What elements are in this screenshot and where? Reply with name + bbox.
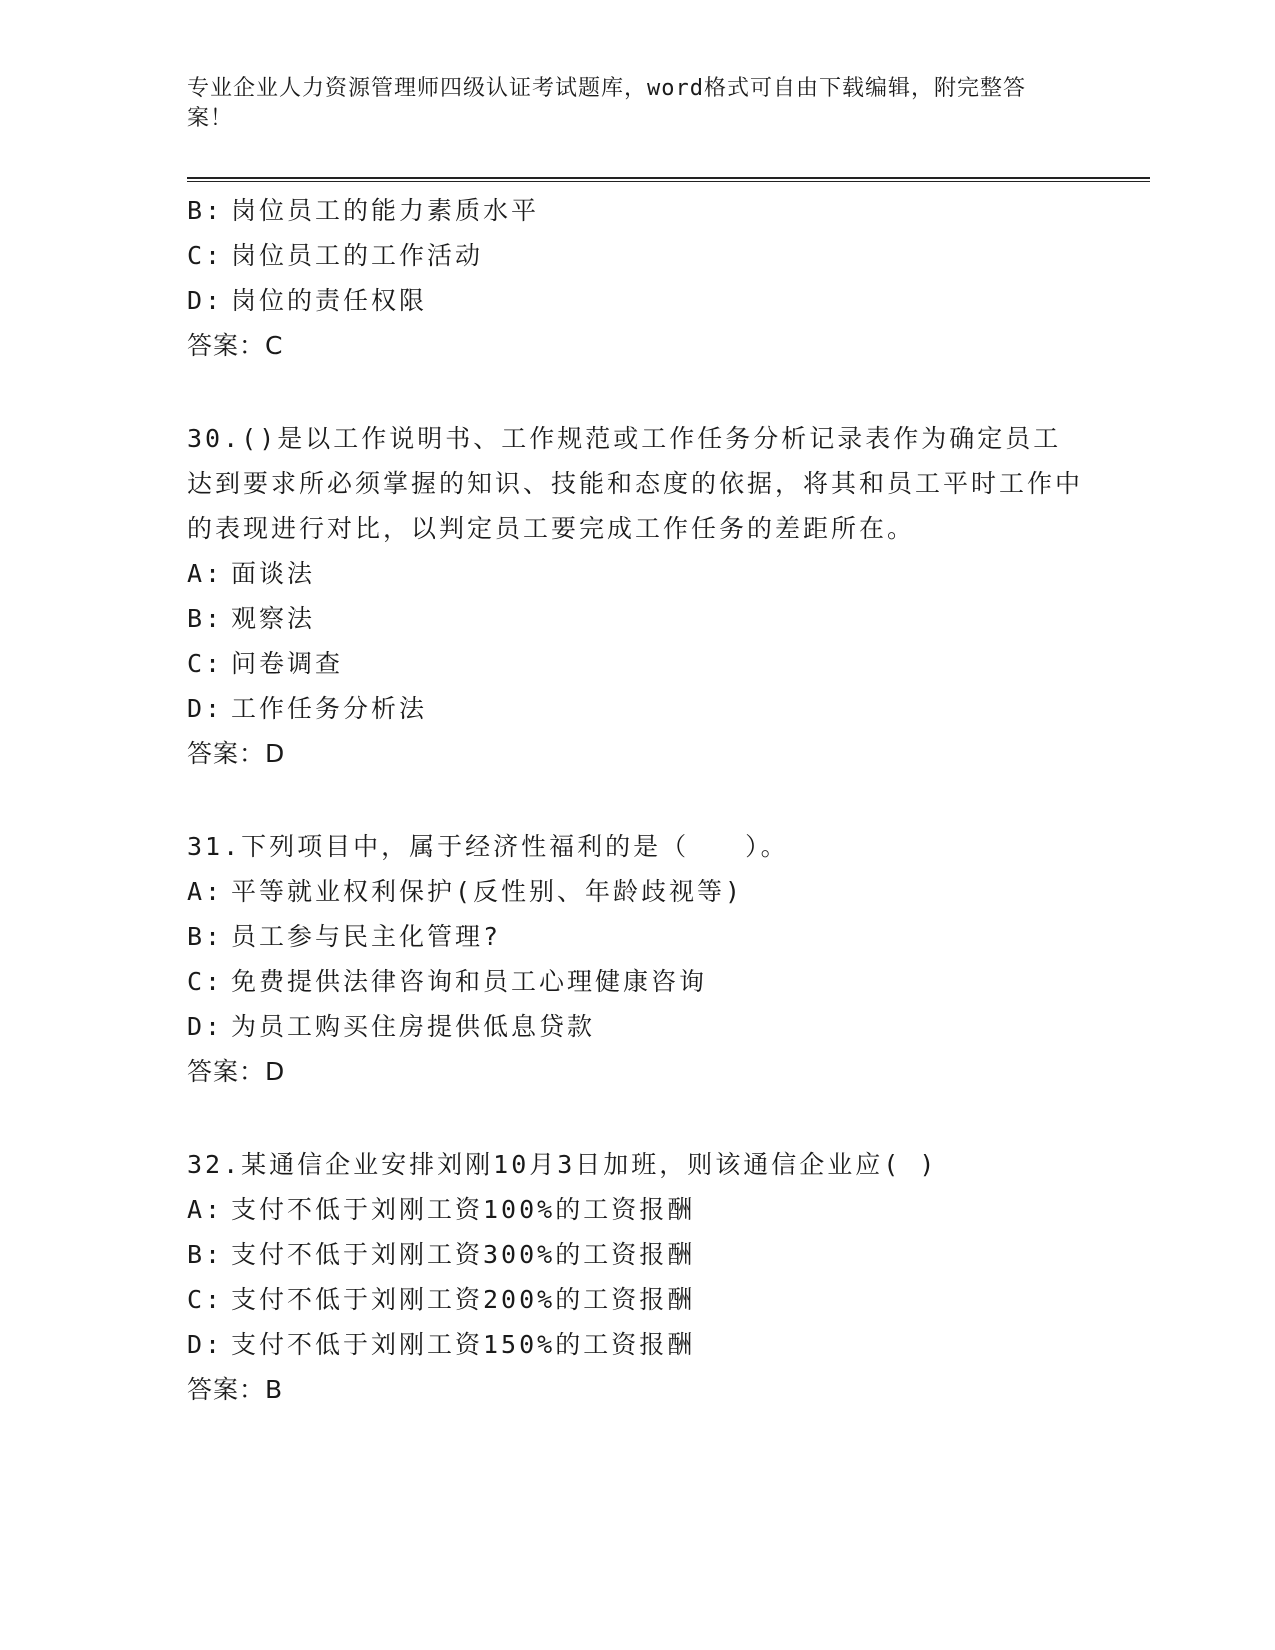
answer-line: 答案：D [187, 739, 286, 768]
option-b [187, 1232, 1087, 1277]
option-text: 岗位的责任权限 [231, 286, 428, 315]
option-text: 观察法 [231, 604, 316, 633]
spacer [187, 776, 1087, 824]
option-text: 平等就业权利保护(反性别、年龄歧视等) [231, 877, 744, 906]
option-key: C: [187, 241, 224, 270]
option-a [187, 1187, 1087, 1232]
option-key: B: [187, 196, 224, 225]
option-d [187, 278, 1087, 323]
option-key: D: [187, 1012, 224, 1041]
spacer [187, 368, 1087, 416]
option-key: D: [187, 694, 224, 723]
option-d [187, 686, 1087, 731]
question-block-30 [187, 416, 1087, 776]
option-c [187, 233, 1087, 278]
question-block-32 [187, 1142, 1087, 1412]
option-text: 岗位员工的工作活动 [231, 241, 484, 270]
answer-line: 答案：B [187, 1375, 284, 1404]
option-c [187, 959, 1087, 1004]
option-b [187, 914, 1087, 959]
header-note: 专业企业人力资源管理师四级认证考试题库，word格式可自由下载编辑，附完整答案！ [187, 76, 1026, 131]
option-text: 支付不低于刘刚工资150%的工资报酬 [231, 1330, 696, 1359]
answer-line: 答案：C [187, 331, 284, 360]
answer-line: 答案：D [187, 1057, 286, 1086]
spacer [187, 1094, 1087, 1142]
question-block-29 [187, 188, 1087, 368]
option-text: 为员工购买住房提供低息贷款 [231, 1012, 596, 1041]
option-a [187, 869, 1087, 914]
option-text: 支付不低于刘刚工资100%的工资报酬 [231, 1195, 696, 1224]
option-a [187, 551, 1087, 596]
question-block-31 [187, 824, 1087, 1094]
option-b [187, 596, 1087, 641]
option-b [187, 188, 1087, 233]
question-stem: 31.下列项目中，属于经济性福利的是（ ）。 [187, 832, 789, 861]
option-text: 工作任务分析法 [231, 694, 428, 723]
question-stem: 30.()是以工作说明书、工作规范或工作任务分析记录表作为确定员工达到要求所必须掌握的知识、技能和态度的依据，将其和员工平时工作中的表现进行对比，以判定员工要完成工作任务的差距所在。 [187, 424, 1084, 543]
option-key: B: [187, 604, 224, 633]
question-list [187, 188, 1087, 1412]
option-d [187, 1004, 1087, 1049]
option-key: B: [187, 1240, 224, 1269]
option-c [187, 1277, 1087, 1322]
option-key: A: [187, 559, 224, 588]
header-divider [187, 177, 1150, 182]
option-text: 面谈法 [231, 559, 316, 588]
option-key: C: [187, 967, 224, 996]
option-c [187, 641, 1087, 686]
option-key: A: [187, 877, 224, 906]
option-key: D: [187, 1330, 224, 1359]
question-stem: 32.某通信企业安排刘刚10月3日加班，则该通信企业应( ) [187, 1150, 938, 1179]
option-key: B: [187, 922, 224, 951]
option-key: A: [187, 1195, 224, 1224]
option-text: 岗位员工的能力素质水平 [231, 196, 540, 225]
option-text: 支付不低于刘刚工资200%的工资报酬 [231, 1285, 696, 1314]
option-text: 问卷调查 [231, 649, 344, 678]
option-text: 支付不低于刘刚工资300%的工资报酬 [231, 1240, 696, 1269]
option-d [187, 1322, 1087, 1367]
option-text: 员工参与民主化管理? [231, 922, 502, 951]
option-text: 免费提供法律咨询和员工心理健康咨询 [231, 967, 708, 996]
option-key: C: [187, 1285, 224, 1314]
option-key: C: [187, 649, 224, 678]
option-key: D: [187, 286, 224, 315]
